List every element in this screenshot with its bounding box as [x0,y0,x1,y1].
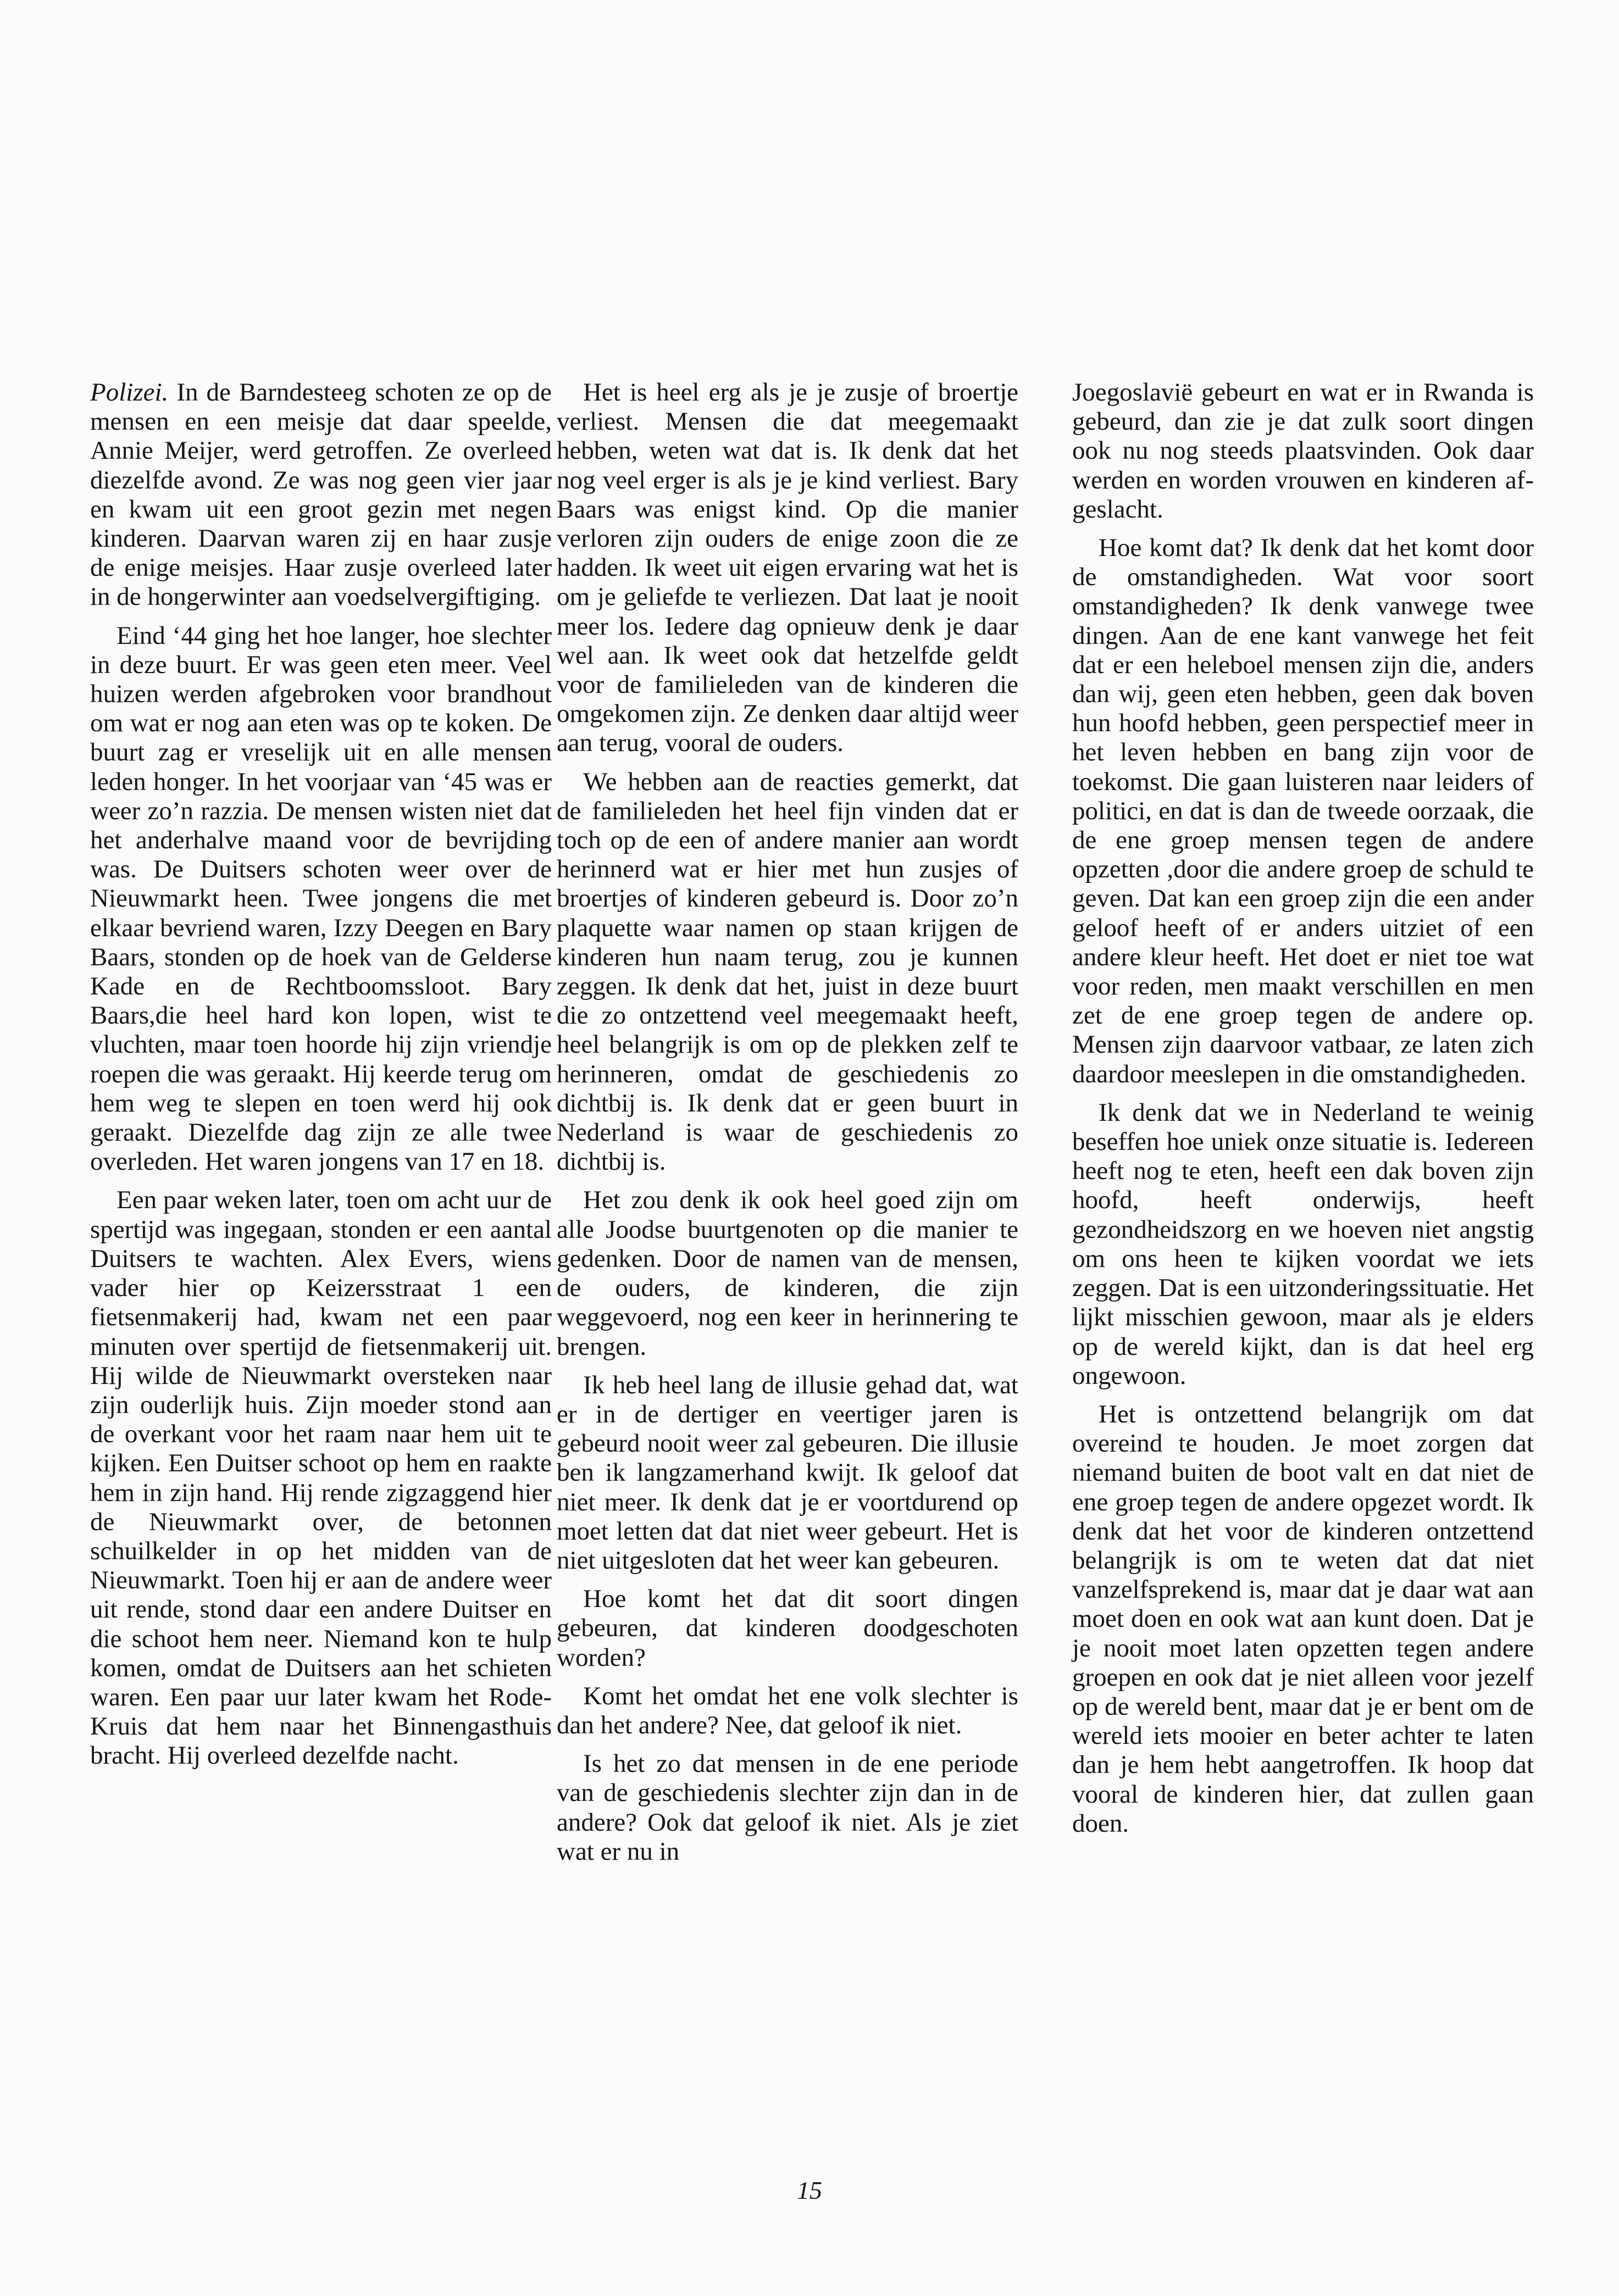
text-column-1 [90,378,552,2180]
paragraph: We hebben aan de reacties gemerkt, dat de familieleden het heel fijn vinden dat er toch op de een of andere manier aan wordt herinnerd wat er hier met hun zusjes of broertjes of kinderen gebeurd is. Door zo’n plaquette waar namen op staan krijgen de kinderen hun naam terug, zou je kunnen zeggen. Ik denk dat het, juist in deze buurt die zo ontzettend veel meegemaakt heeft, heel belangrijk is om op de plekken zelf te herinneren, omdat de geschiedenis zo dichtbij is. Ik denk dat er geen buurt in Nederland is waar de geschiedenis zo dichtbij is. [557,767,1018,1176]
paragraph: Het is heel erg als je je zusje of broertje verliest. Mensen die dat meegemaakt hebben, weten wat dat is. Ik denk dat het nog veel erger is als je je kind verliest. Bary Baars was enigst kind. Op die manier verloren zijn ouders de enige zoon die ze hadden. Ik weet uit eigen ervaring wat het is om je geliefde te verliezen. Dat laat je nooit meer los. Iedere dag opnieuw denk je daar wel aan. Ik weet ook dat hetzelfde geldt voor de familieleden van de kinderen die omgekomen zijn. Ze denken daar altijd weer aan terug, vooral de ouders. [557,378,1018,758]
paragraph: Is het zo dat mensen in de ene periode van de geschiedenis slechter zijn dan in de andere? Ook dat geloof ik niet. Als je ziet wat er nu in [557,1749,1018,1866]
paragraph: Komt het omdat het ene volk slechter is dan het andere? Nee, dat geloof ik niet. [557,1681,1018,1739]
text-column-3 [1072,378,1534,2180]
paragraph-text: In de Barndesteeg schoten ze op de mensen en een meisje dat daar speelde, Annie Meijer, werd getroffen. Ze overleed diezelfde avond. Ze was nog geen vier jaar en kwam uit een groot gezin met negen kinderen. Daarvan waren zij en haar zusje de enige meisjes. Haar zusje overleed later in de hongerwinter aan voedselvergiftiging. [90,378,552,611]
text-column-2 [557,378,1018,2180]
paragraph: Ik denk dat we in Nederland te weinig beseffen hoe uniek onze situatie is. Iedereen heeft nog te eten, heeft een dak boven zijn hoofd, heeft onderwijs, heeft gezondheidszorg en we hoeven niet angstig om ons heen te kijken voordat we iets zeggen. Dat is een uitzonderingssituatie. Het lijkt misschien gewoon, maar als je elders op de wereld kijkt, dan is dat heel erg ongewoon. [1072,1098,1534,1390]
paragraph: Hoe komt dat? Ik denk dat het komt door de omstandigheden. Wat voor soort omstandigheden? Ik denk vanwege twee dingen. Aan de ene kant vanwege het feit dat er een heleboel mensen zijn die, anders dan wij, geen eten hebben, geen dak boven hun hoofd hebben, geen perspectief meer in het leven hebben en bang zijn voor de toekomst. Die gaan luisteren naar leiders of politici, en dat is dan de tweede oorzaak, die de ene groep mensen tegen de andere opzetten ,door die andere groep de schuld te geven. Dat kan een groep zijn die een ander geloof heeft of er anders uitziet of een andere kleur heeft. Het doet er niet toe wat voor reden, men maakt verschillen en men zet de ene groep tegen de andere op. Mensen zijn daarvoor vatbaar, ze laten zich daardoor meeslepen in die omstandigheden. [1072,533,1534,1088]
paragraph: Eind ‘44 ging het hoe langer, hoe slechter in deze buurt. Er was geen eten meer. Veel huizen werden afgebroken voor brandhout om wat er nog aan eten was op te koken. De buurt zag er vreselijk uit en alle mensen leden honger. In het voorjaar van ‘45 was er weer zo’n razzia. De mensen wisten niet dat het anderhalve maand voor de bevrijding was. De Duitsers schoten weer over de Nieuwmarkt heen. Twee jongens die met elkaar bevriend waren, Izzy Deegen en Bary Baars, stonden op de hoek van de Gelderse Kade en de Rechtboomssloot. Bary Baars,die heel hard kon lopen, wist te vluchten, maar toen hoorde hij zijn vriendje roepen die was geraakt. Hij keerde terug om hem weg te slepen en toen werd hij ook geraakt. Diezelfde dag zijn ze alle twee overleden. Het waren jongens van 17 en 18. [90,621,552,1176]
page-number: 15 [797,2176,822,2204]
paragraph: Ik heb heel lang de illusie gehad dat, wat er in de dertiger en veertiger jaren is gebeurd nooit weer zal gebeuren. Die illusie ben ik langzamerhand kwijt. Ik geloof dat niet meer. Ik denk dat je er voortdurend op moet letten dat dat niet weer gebeurt. Het is niet uitgesloten dat het weer kan gebeuren. [557,1370,1018,1575]
paragraph: Hoe komt het dat dit soort dingen gebeuren, dat kinderen doodgeschoten worden? [557,1585,1018,1672]
paragraph: Een paar weken later, toen om acht uur de spertijd was ingegaan, stonden er een aantal Duitsers te wachten. Alex Evers, wiens vader hier op Keizersstraat 1 een fietsenmakerij had, kwam net een paar minuten over spertijd de fietsenmakerij uit. Hij wilde de Nieuwmarkt oversteken naar zijn ouderlijk huis. Zijn moeder stond aan de overkant voor het raam naar hem uit te kijken. Een Duitser schoot op hem en raakte hem in zijn hand. Hij rende zigzaggend hier de Nieuwmarkt over, de betonnen schuilkelder in op het midden van de Nieuwmarkt. Toen hij er aan de andere weer uit rende, stond daar een andere Duitser en die schoot hem neer. Niemand kon te hulp komen, omdat de Duitsers aan het schieten waren. Een paar uur later kwam het Rode-Kruis dat hem naar het Binnengasthuis bracht. Hij overleed dezelfde nacht. [90,1186,552,1770]
paragraph-lead: Polizei. [90,378,169,407]
paragraph [90,378,552,612]
paragraph: Joegoslavië gebeurt en wat er in Rwanda is gebeurd, dan zie je dat zulk soort dingen ook nu nog steeds plaatsvinden. Ook daar werden en worden vrouwen en kinderen afgeslacht. [1072,378,1534,524]
paragraph: Het is ontzettend belangrijk om dat overeind te houden. Je moet zorgen dat niemand buiten de boot valt en dat niet de ene groep tegen de andere opgezet wordt. Ik denk dat het voor de kinderen ontzettend belangrijk is om te weten dat dat niet vanzelfsprekend is, maar dat je daar wat aan moet doen en ook wat aan kunt doen. Dat je je nooit moet laten opzetten tegen andere groepen en ook dat je niet alleen voor jezelf op de wereld bent, maar dat je er bent om de wereld iets mooier en beter achter te laten dan je hem hebt aangetroffen. Ik hoop dat vooral de kinderen hier, dat zullen gaan doen. [1072,1399,1534,1838]
paragraph: Het zou denk ik ook heel goed zijn om alle Joodse buurtgenoten op die manier te gedenken. Door de namen van de mensen, de ouders, de kinderen, die zijn weggevoerd, nog een keer in herinnering te brengen. [557,1186,1018,1361]
